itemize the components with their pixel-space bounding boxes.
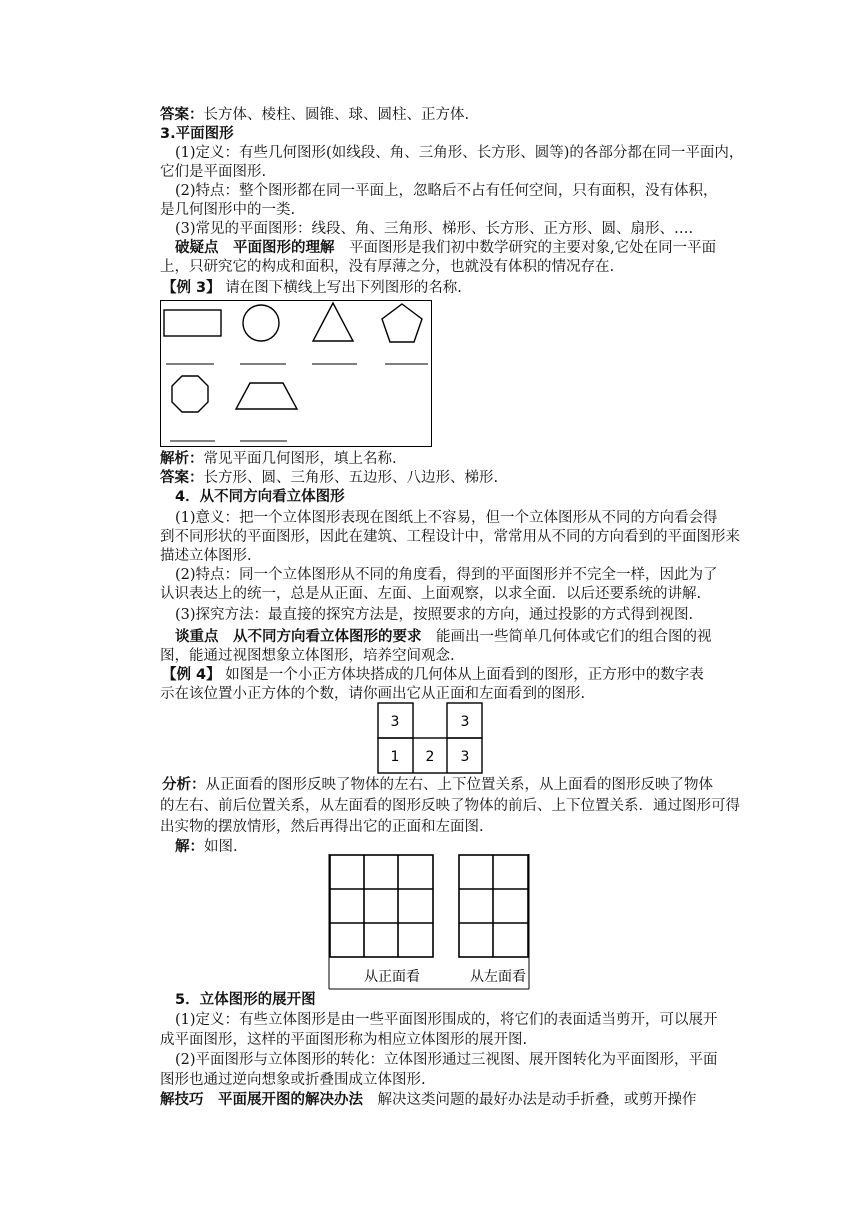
para: 图，能通过视图想象立体图形，培养空间观念.: [160, 648, 455, 664]
pentagon-shape: [382, 304, 422, 342]
trapezoid-shape: [236, 383, 297, 409]
tip-label: 谈重点 从不同方向看立体图形的要求: [175, 629, 422, 645]
tip-line: [160, 1091, 697, 1109]
para: (1)定义：有些立体图形是由一些平面图形围成的，将它们的表面适当剪开，可以展开: [175, 1012, 718, 1028]
section-4-heading: [175, 488, 345, 506]
front-view-grid: [330, 855, 433, 957]
answer-line-1: [160, 106, 469, 124]
analysis-label: 解析：: [160, 451, 204, 467]
grid-cell: 3: [390, 714, 400, 730]
analysis-text: 常见平面几何图形，填上名称.: [203, 451, 397, 467]
para: 上，只研究它的构成和面积，没有厚薄之分，也就没有体积的情况存在.: [160, 259, 615, 275]
grid-cell: 1: [390, 749, 400, 765]
para: (1)意义：把一个立体图形表现在图纸上不容易，但一个立体图形从不同的方向看会得: [175, 510, 718, 526]
para: (3)探究方法：最直接的探究方法是，按照要求的方向，通过投影的方式得到视图.: [175, 607, 694, 623]
answer-label: 答案：: [160, 107, 204, 123]
para: 出实物的摆放情形，然后再得出它的正面和左面图.: [160, 819, 484, 835]
para: (1)定义：有些几何图形(如线段、角、三角形、长方形、圆等)的各部分都在同一平面内，: [175, 145, 744, 161]
section-3-heading: [160, 125, 234, 143]
example-4: [162, 666, 704, 684]
circle-shape: [243, 305, 279, 341]
tip-line: [175, 628, 712, 646]
example-3: [162, 279, 462, 297]
tip-text: 解决这类问题的最好办法是动手折叠，或剪开操作: [363, 1092, 697, 1108]
para: 成平面图形，这样的平面图形称为相应立体图形的展开图.: [160, 1032, 528, 1048]
octagon-shape: [172, 376, 208, 412]
section-5-title: 5．立体图形的展开图: [175, 992, 316, 1008]
section-4-title: 4．从不同方向看立体图形: [175, 489, 345, 505]
para: (3)常见的平面图形：线段、角、三角形、梯形、长方形、正方形、圆、扇形、….: [175, 221, 694, 237]
answer-line-3: [160, 469, 498, 487]
tip-label: 破疑点 平面图形的理解: [175, 240, 335, 256]
solution-text: 如图.: [204, 839, 238, 855]
solution-line: [175, 838, 238, 856]
tip-text: 能画出一些简单几何体或它们的组合图的视: [421, 629, 712, 645]
para: 的左右、前后位置关系，从左面看的图形反映了物体的前后、上下位置关系．通过图形可得: [160, 798, 740, 814]
top-view-grid: [377, 702, 483, 774]
front-view-label: 从正面看: [364, 969, 420, 985]
answer-text: 长方形、圆、三角形、五边形、八边形、梯形.: [203, 470, 499, 486]
para: 认识表达上的统一，总是从正面、左面、上面观察，以求全面．以后还要系统的讲解.: [160, 586, 702, 602]
example-3-figure: [160, 300, 432, 448]
example-label: 【例 4】: [162, 667, 221, 683]
example-text: 如图是一个小正方体块搭成的几何体从上面看到的图形，正方形中的数字表: [220, 667, 704, 683]
example-label: 【例 3】: [162, 280, 221, 296]
rectangle-shape: [164, 310, 221, 336]
para: 是几何图形中的一类.: [160, 202, 296, 218]
section-3-title: 3.平面图形: [160, 126, 234, 142]
tip-label: 解技巧 平面展开图的解决办法: [160, 1092, 363, 1108]
para: 到不同形状的平面图形，因此在建筑、工程设计中，常常用从不同的方向看到的平面图形来: [160, 529, 740, 545]
views-figure: [328, 854, 530, 990]
grid-cell: 2: [425, 749, 435, 765]
analysis-line: [162, 776, 713, 794]
answer-label: 答案：: [160, 470, 204, 486]
tip-text: 平面图形是我们初中数学研究的主要对象,它处在同一平面: [334, 240, 717, 256]
para: 示在该位置小正方体的个数，请你画出它从正面和左面看到的图形.: [160, 686, 586, 702]
analysis-label: 分析：: [162, 777, 206, 793]
section-5-heading: [175, 991, 316, 1009]
analysis-text: 从正面看的图形反映了物体的左右、上下位置关系，从上面看的图形反映了物体: [205, 777, 713, 793]
answer-text: 长方体、棱柱、圆锥、球、圆柱、正方体.: [203, 107, 470, 123]
solution-label: 解：: [175, 839, 204, 855]
para: 图形也通过逆向想象或折叠围成立体图形.: [160, 1072, 426, 1088]
triangle-shape: [313, 303, 353, 341]
tip-line: [175, 239, 716, 257]
para: (2)特点：整个图形都在同一平面上，忽略后不占有任何空间，只有面积，没有体积，: [175, 183, 718, 199]
para: 它们是平面图形.: [160, 164, 267, 180]
grid-cell: 3: [460, 749, 470, 765]
para: 描述立体图形.: [160, 548, 252, 564]
para: (2)特点：同一个立体图形从不同的角度看，得到的平面图形并不完全一样，因此为了: [175, 567, 718, 583]
left-view-label: 从左面看: [470, 969, 526, 985]
para: (2)平面图形与立体图形的转化：立体图形通过三视图、展开图转化为平面图形，平面: [175, 1052, 718, 1068]
left-view-grid: [459, 855, 528, 957]
grid-cell: 3: [460, 714, 470, 730]
analysis-line: [160, 450, 397, 468]
example-text: 请在图下横线上写出下列图形的名称.: [220, 280, 462, 296]
